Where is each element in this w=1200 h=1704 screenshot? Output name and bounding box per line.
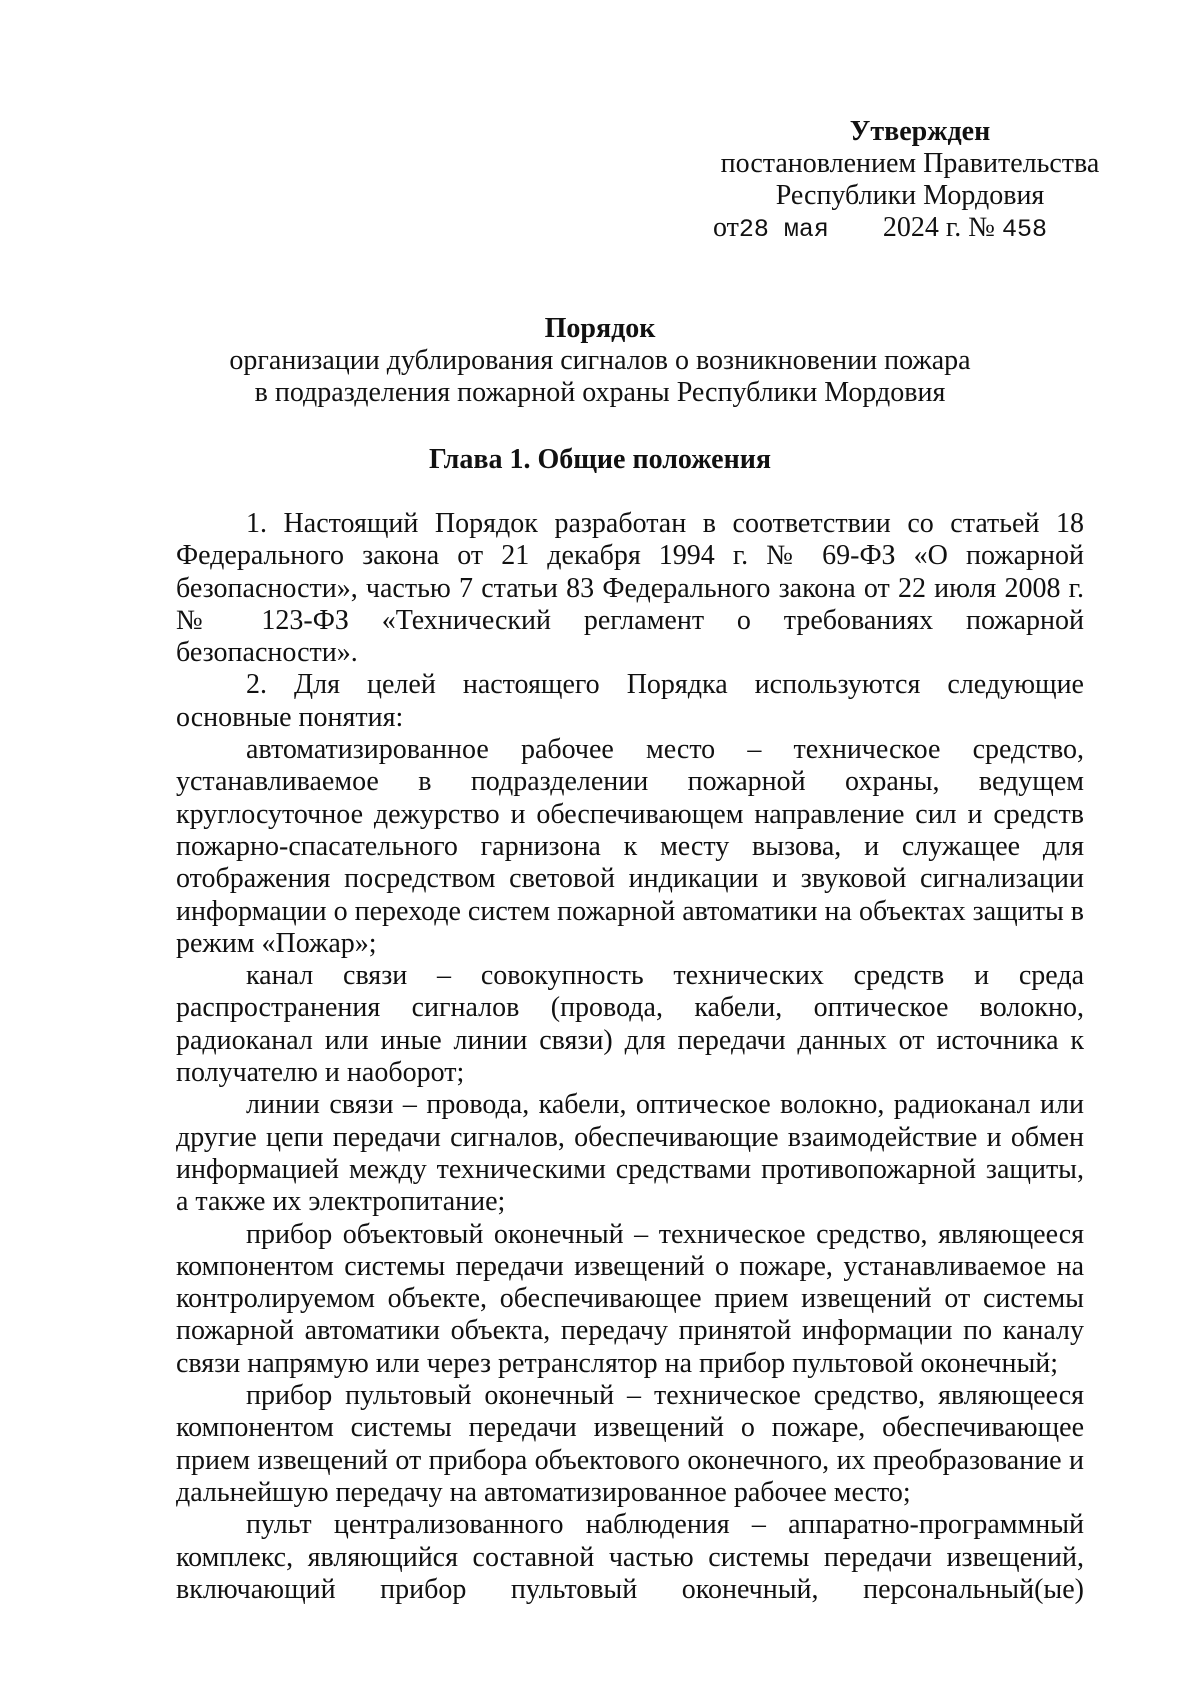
decree-number: 458 (1001, 215, 1047, 244)
date-day-month: 28 мая (738, 215, 829, 244)
paragraph-1: 1. Настоящий Порядок разработан в соответствии со статьей 18 Федерального закона от 21 декабря 1994 г. № 69-ФЗ «О пожарной безопасности», частью 7 статьи 83 Федерального закона от 22 июля 2008 г. № 123-ФЗ «Технический регламент о требованиях пожарной безопасности». (176, 508, 1084, 669)
definition-arm: автоматизированное рабочее место – техническое средство, устанавливаемое в подразделении пожарной охраны, ведущем круглосуточное дежурство и обеспечивающем направление сил и средств пожарно-спасательного гарнизона к месту вызова, и служащее для отображения посредством световой индикации и звуковой сигнализации информации о переходе систем пожарной автоматики на объектах защиты в режим «Пожар»; (176, 734, 1084, 959)
approval-line-2: Республики Мордовия (775, 180, 1045, 211)
document-subtitle-line-2: в подразделения пожарной охраны Республики Мордовия (254, 377, 946, 408)
paragraph-2: 2. Для целей настоящего Порядка используются следующие основные понятия: (176, 669, 1084, 733)
chapter-heading: Глава 1. Общие положения (428, 444, 771, 475)
approval-heading: Утвержден (849, 116, 991, 147)
document-subtitle-line-1: организации дублирования сигналов о возникновении пожара (229, 345, 971, 376)
document-title-block (150, 313, 1050, 409)
approval-date-line (640, 212, 1120, 246)
definition-console-device: прибор пультовый оконечный – техническое средство, являющееся компонентом системы передачи извещений о пожаре, обеспечивающее прием извещений от прибора объектового оконечного, их преобразование и дальнейшую передачу на автоматизированное рабочее место; (176, 1380, 1084, 1508)
definition-object-device: прибор объектовый оконечный – техническое средство, являющееся компонентом системы передачи извещений о пожаре, устанавливаемое на контролируемом объекте, обеспечивающее прием извещений от системы пожарной автоматики объекта, передачу принятой информации по каналу связи напрямую или через ретранслятор на прибор пультовой оконечный; (176, 1218, 1084, 1379)
document-title: Порядок (544, 313, 656, 344)
approval-stamp (700, 116, 1120, 246)
date-prefix: от (713, 212, 739, 243)
date-year: 2024 г. № (882, 212, 995, 243)
definition-channel: канал связи – совокупность технических средств и среда распространения сигналов (провода, кабели, оптическое волокно, радиоканал или иные линии связи) для передачи данных от источника к получателю и наоборот; (176, 960, 1084, 1089)
definition-monitoring-console: пульт централизованного наблюдения – аппаратно-программный комплекс, являющийся составной частью системы передачи извещений, включающий прибор пультовый оконечный, персональный(ые) (176, 1509, 1084, 1605)
approval-line-1: постановлением Правительства (720, 148, 1100, 179)
document-body (176, 508, 1084, 1606)
definition-lines: линии связи – провода, кабели, оптическое волокно, радиоканал или другие цепи передачи сигналов, обеспечивающие взаимодействие и обмен информацией между техническими средствами противопожарной защиты, а также их электропитание; (176, 1089, 1084, 1218)
